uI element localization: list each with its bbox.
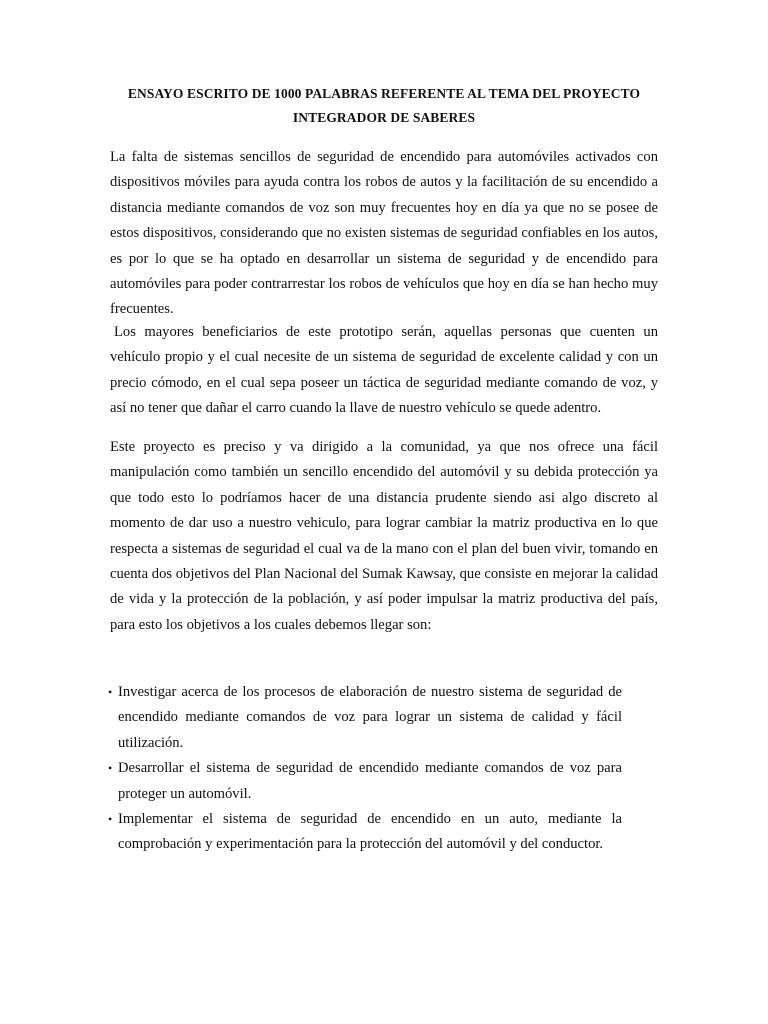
bullet-icon: • — [108, 685, 113, 699]
paragraph-beneficiaries: Los mayores beneficiarios de este prototipo serán, aquellas personas que cuenten un vehículo propio y el cual necesite de un sistema de seguridad de excelente calidad y con un precio cómodo, en el cual sepa poseer un táctica de seguridad mediante comando de voz, y así no tener que dañar el carro cuando la llave de nuestro vehículo se quede adentro. — [110, 324, 658, 417]
list-item-text: Investigar acerca de los procesos de elaboración de nuestro sistema de seguridad de encendido mediante comandos de voz para lograr un sistema de calidad y fácil utilización. — [118, 684, 622, 751]
paragraph-intro: La falta de sistemas sencillos de seguridad de encendido para automóviles activados con dispositivos móviles para ayuda contra los robos de autos y la facilitación de su encendido a distancia mediante comandos de voz son muy frecuentes hoy en día ya que no se posee de estos dispositivos, considerando que no existen sistemas de seguridad confiables en los autos, es por lo que se ha optado en desarrollar un sistema de seguridad y de encendido para automóviles para poder contrarrestar los robos de vehículos que hoy en día se han hecho muy frecuentes. — [110, 149, 658, 318]
list-item — [108, 680, 622, 756]
bullet-icon: • — [108, 812, 113, 827]
objectives-list — [108, 680, 622, 858]
list-item-text: Implementar el sistema de seguridad de encendido en un auto, mediante la comprobación y experimentación para la protección del automóvil y del conductor. — [118, 811, 622, 853]
bullet-icon: • — [108, 761, 113, 776]
paragraph-project-scope: Este proyecto es preciso y va dirigido a la comunidad, ya que nos ofrece una fácil manipulación como también un sencillo encendido del automóvil y su debida protección ya que todo esto lo podríamos hacer de una distancia prudente siendo asi algo discreto al momento de dar uso a nuestro vehiculo, para lograr cambiar la matriz productiva en lo que respecta a sistemas de seguridad el cual va de la mano con el plan del buen vivir, tomando en cuenta dos objetivos del Plan Nacional del Sumak Kawsay, que consiste en mejorar la calidad de vida y la protección de la población, y así poder impulsar la matriz productiva del país, para esto los objetivos a los cuales debemos llegar son: — [110, 439, 658, 633]
list-item — [108, 756, 622, 807]
document-title: ENSAYO ESCRITO DE 1000 PALABRAS REFERENTE AL TEMA DEL PROYECTO INTEGRADOR DE SABERES — [127, 86, 641, 125]
list-item — [108, 807, 622, 858]
list-item-text: Desarrollar el sistema de seguridad de encendido mediante comandos de voz para proteger un automóvil. — [118, 760, 622, 802]
